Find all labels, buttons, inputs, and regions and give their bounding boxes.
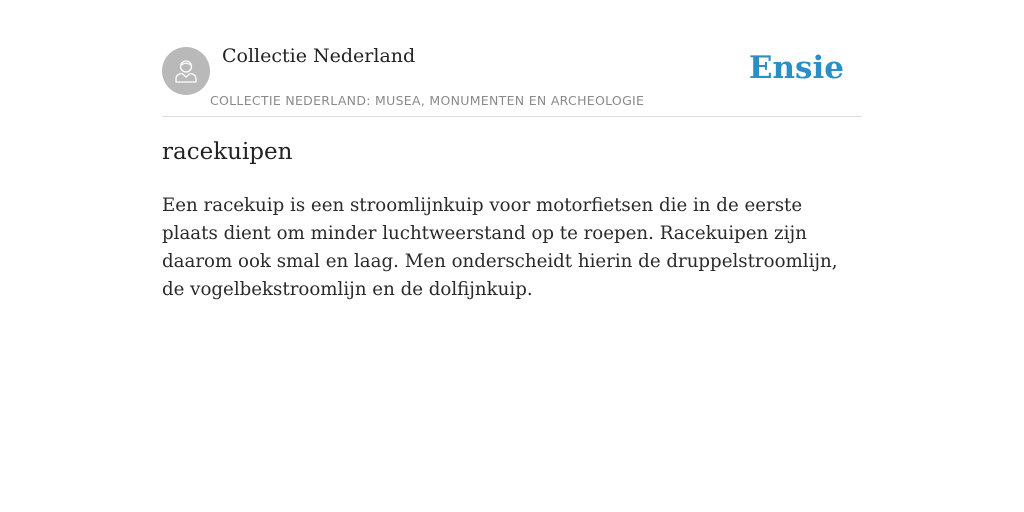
author-name-link[interactable]: Collectie Nederland xyxy=(222,45,416,67)
avatar[interactable] xyxy=(162,47,210,95)
user-outline-icon xyxy=(171,56,201,86)
article-body: Een racekuip is een stroomlijnkuip voor motorfietsen die in de eerste plaats dient om minder luchtweerstand op te roepen. Racekuipen zijn daarom ook smal en laag. Men onderscheidt hierin de druppelstroomlijn, de vogelbekstroomlijn en de dolfijnkuip. xyxy=(162,195,838,300)
source-name-link[interactable]: COLLECTIE NEDERLAND: MUSEA, MONUMENTEN EN ARCHEOLOGIE xyxy=(210,93,645,108)
ensie-logo[interactable]: Ensie xyxy=(748,50,844,86)
article-title: racekuipen xyxy=(162,139,293,165)
header xyxy=(162,0,862,117)
